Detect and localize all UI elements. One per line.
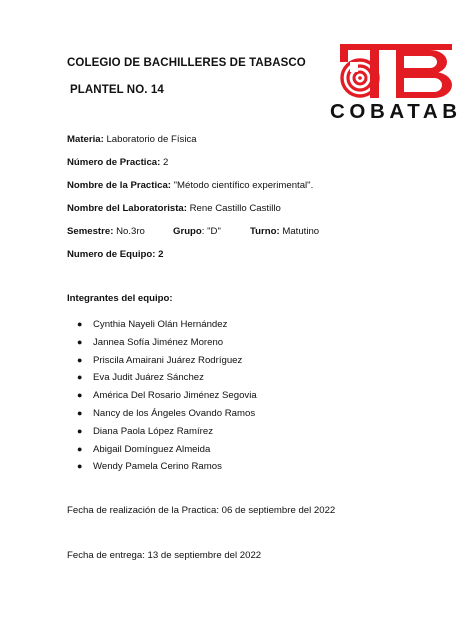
bullet-icon: ● (77, 372, 83, 383)
numero-practica-row (67, 157, 168, 168)
numero-practica-label: Número de Practica: (67, 157, 161, 168)
bullet-icon: ● (77, 443, 83, 454)
list-item (67, 369, 257, 387)
member-name: Cynthia Nayeli Olán Hernández (93, 319, 228, 330)
bullet-icon: ● (77, 425, 83, 436)
list-item (67, 423, 257, 441)
turno-label: Turno: (250, 226, 280, 237)
laboratorista-label: Nombre del Laboratorista: (67, 203, 187, 214)
grupo-row (173, 226, 221, 237)
member-name: América Del Rosario Jiménez Segovia (93, 390, 257, 402)
members-list (67, 316, 257, 476)
numero-equipo: Numero de Equipo: 2 (67, 249, 164, 260)
member-name: Wendy Pamela Cerino Ramos (93, 461, 222, 473)
list-item (67, 441, 257, 459)
member-name: Abigail Domínguez Almeida (93, 443, 211, 455)
bullet-icon: ● (77, 354, 83, 365)
bullet-icon: ● (77, 407, 83, 418)
fecha-entrega: Fecha de entrega: 13 de septiembre del 2022 (67, 550, 262, 561)
list-item (67, 352, 257, 370)
member-name: Diana Paola López Ramírez (93, 425, 213, 437)
semestre-row (67, 226, 145, 237)
materia-row (67, 134, 197, 145)
numero-practica-value: 2 (160, 157, 169, 168)
bullet-icon: ● (77, 336, 83, 347)
list-item (67, 334, 257, 352)
fecha-realizacion: Fecha de realización de la Practica: 06 de septiembre del 2022 (67, 505, 336, 516)
nombre-practica-value: "Método científico experimental". (170, 180, 314, 191)
member-name: Priscila Amairani Juárez Rodríguez (93, 354, 243, 366)
members-title: Integrantes del equipo: (67, 293, 173, 304)
bullet-icon: ● (77, 390, 83, 401)
materia-label: Materia: (67, 134, 104, 145)
turno-value: Matutino (279, 226, 320, 237)
laboratorista-row (67, 203, 281, 214)
turno-row (250, 226, 319, 237)
member-name: Jannea Sofía Jiménez Moreno (93, 336, 224, 348)
bullet-icon: ● (77, 319, 83, 329)
member-name: Nancy de los Ángeles Ovando Ramos (93, 407, 256, 419)
list-item (67, 458, 257, 476)
school-name: COLEGIO DE BACHILLERES DE TABASCO (67, 57, 306, 69)
logo-text: COBATAB (330, 100, 462, 123)
laboratorista-value: Rene Castillo Castillo (186, 203, 281, 214)
plantel-number: PLANTEL NO. 14 (70, 84, 164, 96)
materia-value: Laboratorio de Física (103, 134, 197, 145)
grupo-label: Grupo (173, 226, 202, 237)
nombre-practica-label: Nombre de la Practica: (67, 180, 171, 191)
member-name: Eva Judit Juárez Sánchez (93, 372, 204, 384)
grupo-value: : "D" (201, 226, 221, 237)
list-item (67, 316, 257, 334)
bullet-icon: ● (77, 461, 83, 472)
semestre-value: No.3ro (113, 226, 145, 237)
nombre-practica-row (67, 180, 313, 191)
list-item (67, 405, 257, 423)
semestre-label: Semestre: (67, 226, 114, 237)
list-item (67, 387, 257, 405)
